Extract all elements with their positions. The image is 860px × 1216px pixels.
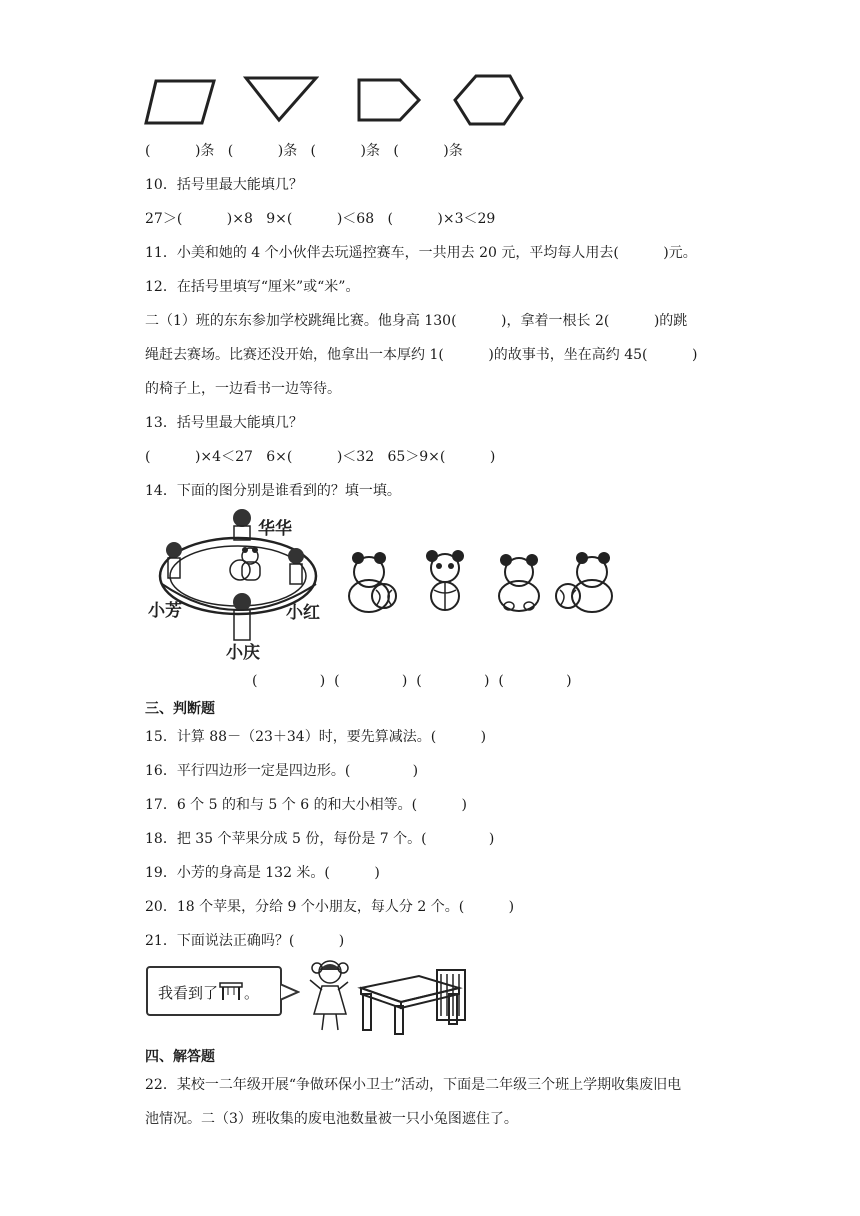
q12-line2[interactable]: 绳赶去赛场。比赛还没开始，他拿出一本厚约 1( )的故事书，坐在高约 45( ) bbox=[145, 347, 698, 363]
girl-illustration bbox=[300, 958, 360, 1034]
q17[interactable]: 17．6 个 5 的和与 5 个 6 的和大小相等。( ) bbox=[145, 797, 468, 813]
pentagon-shape bbox=[356, 76, 422, 126]
triangle-shape bbox=[243, 74, 319, 124]
q11[interactable]: 11．小美和她的 4 个小伙伴去玩遥控赛车，一共用去 20 元，平均每人用去( )元。 bbox=[145, 245, 697, 261]
speech-bubble bbox=[146, 966, 282, 1016]
q18[interactable]: 18．把 35 个苹果分成 5 份，每份是 7 个。( ) bbox=[145, 831, 495, 847]
name-xiaofang: 小芳 bbox=[148, 601, 182, 621]
q16[interactable]: 16．平行四边形一定是四边形。( ) bbox=[145, 763, 419, 779]
panda-view-1 bbox=[338, 550, 402, 614]
section3-title: 三、判断题 bbox=[145, 701, 215, 717]
q21[interactable]: 21．下面说法正确吗？( ) bbox=[145, 933, 345, 949]
q20[interactable]: 20．18 个苹果，分给 9 个小朋友，每人分 2 个。( ) bbox=[145, 899, 515, 915]
q22-line2: 池情况。二（3）班收集的废电池数量被一只小兔图遮住了。 bbox=[145, 1111, 518, 1127]
speech-text-after: 。 bbox=[244, 984, 260, 1002]
section4-title: 四、解答题 bbox=[145, 1049, 215, 1065]
q12-title: 12．在括号里填写“厘米”或“米”。 bbox=[145, 279, 360, 295]
q15[interactable]: 15．计算 88－（23＋34）时，要先算减法。( ) bbox=[145, 729, 487, 745]
children-ring-illustration bbox=[150, 506, 325, 656]
q13-body[interactable]: ( )×4＜27 6×( )＜32 65＞9×( ) bbox=[145, 449, 496, 465]
speech-text-before: 我看到了 bbox=[158, 984, 219, 1002]
parallelogram-shape bbox=[144, 78, 216, 126]
q14-blanks[interactable]: ( ) ( ) ( ) ( ) bbox=[252, 673, 572, 689]
name-xiaoqing: 小庆 bbox=[226, 643, 260, 663]
panda-view-3 bbox=[496, 552, 542, 612]
speech-tail bbox=[280, 982, 300, 1002]
panda-view-4 bbox=[552, 550, 618, 614]
q13-title: 13．括号里最大能填几？ bbox=[145, 415, 303, 431]
q22-line1: 22．某校一二年级开展“争做环保小卫士”活动，下面是二年级三个班上学期收集废旧电 bbox=[145, 1077, 682, 1093]
table-and-chair-illustration bbox=[355, 966, 473, 1036]
shape-side-blanks[interactable]: ( )条 ( )条 ( )条 ( )条 bbox=[145, 143, 463, 159]
name-xiaohong: 小红 bbox=[286, 603, 320, 623]
panda-view-2 bbox=[420, 548, 470, 614]
table-side-view-icon bbox=[218, 981, 244, 1001]
q12-line3: 的椅子上，一边看书一边等待。 bbox=[145, 381, 341, 397]
q10-title: 10．括号里最大能填几？ bbox=[145, 177, 303, 193]
q19[interactable]: 19．小芳的身高是 132 米。( ) bbox=[145, 865, 380, 881]
q10-body[interactable]: 27＞( )×8 9×( )＜68 ( )×3＜29 bbox=[145, 211, 496, 227]
hexagon-shape bbox=[452, 72, 524, 128]
q12-line1[interactable]: 二（1）班的东东参加学校跳绳比赛。他身高 130( )，拿着一根长 2( )的跳 bbox=[145, 313, 688, 329]
name-huahua: 华华 bbox=[258, 519, 292, 539]
q14-title: 14．下面的图分别是谁看到的？填一填。 bbox=[145, 483, 401, 499]
